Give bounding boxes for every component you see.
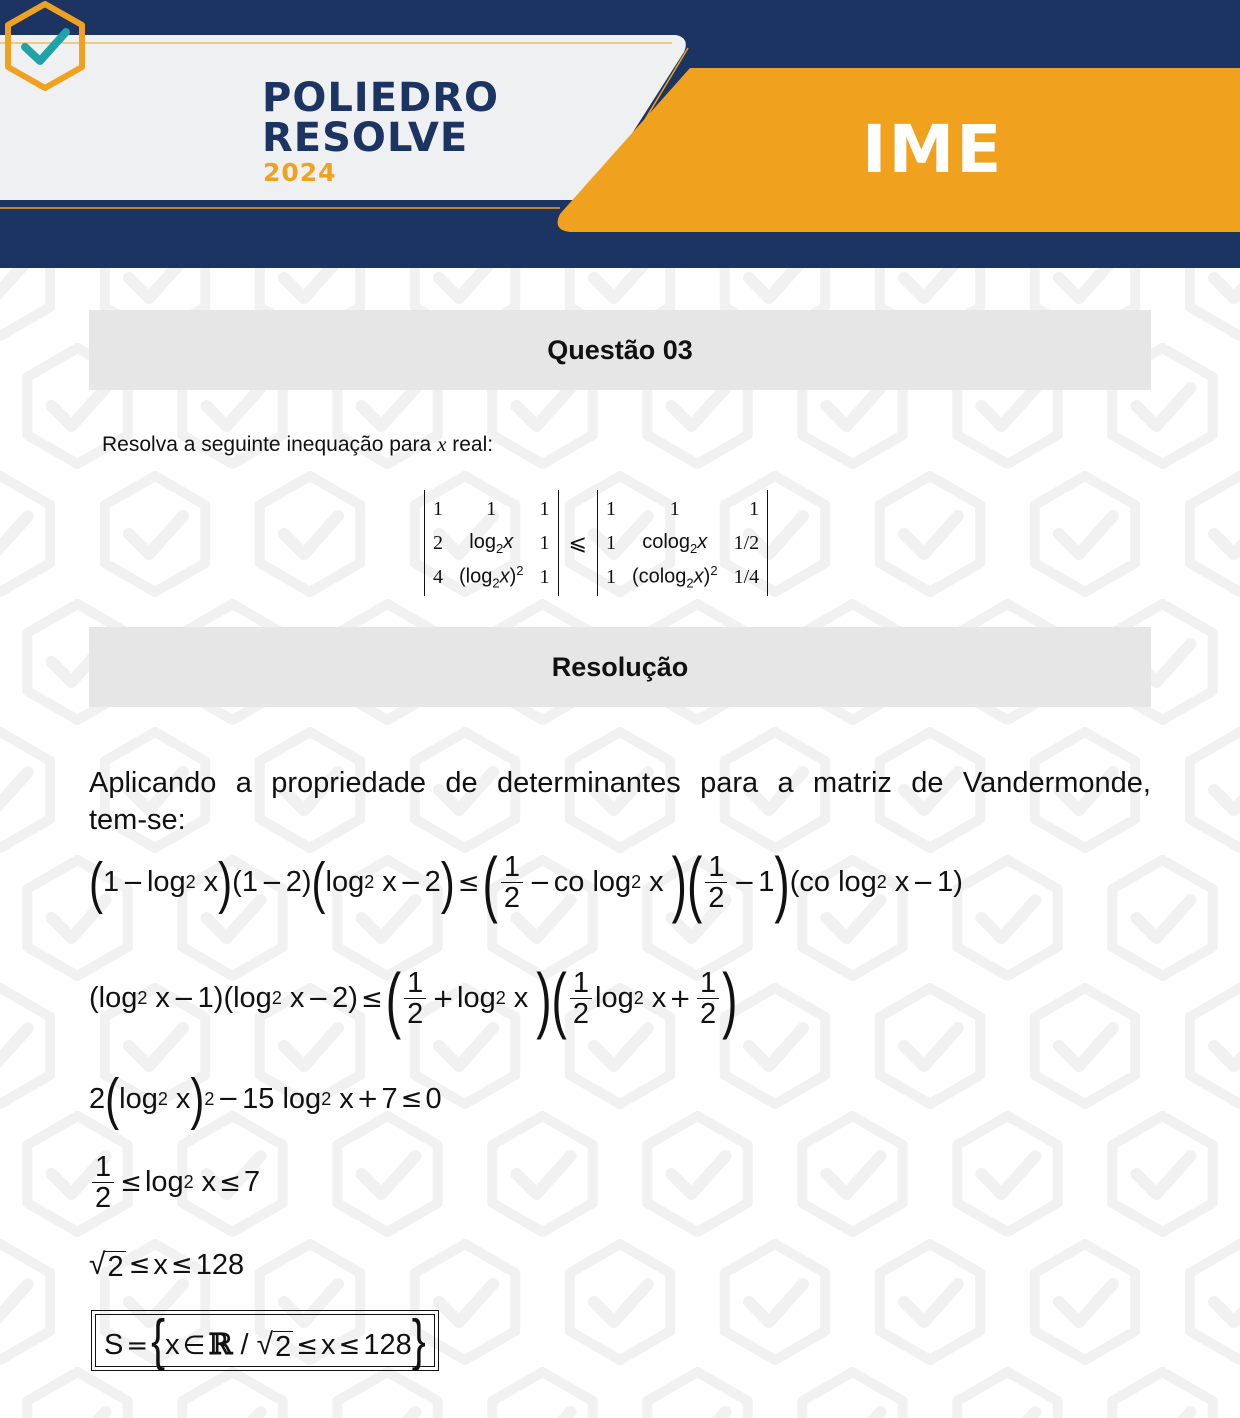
brand-name-line2: RESOLVE — [262, 115, 469, 161]
pattern-checkmark-icon — [1112, 860, 1212, 976]
det-cell: $(colog_2x)^2$ — [631, 563, 718, 591]
pattern-checkmark-icon — [1190, 268, 1240, 336]
det-cell: 1/4 — [733, 565, 760, 588]
det-cell: $\log_2x$ — [469, 530, 514, 556]
pattern-checkmark-icon — [1190, 476, 1240, 592]
resolution-intro-line2: tem-se: — [89, 804, 186, 836]
pattern-checkmark-icon — [880, 988, 980, 1104]
pattern-checkmark-icon — [492, 1372, 592, 1418]
det-cell: 1 — [669, 497, 680, 520]
pattern-checkmark-icon — [1190, 732, 1240, 848]
det-cell: 1 — [605, 565, 616, 588]
det-cell: 1 — [486, 497, 497, 520]
pattern-checkmark-icon — [0, 732, 50, 848]
resolution-title: Resolução — [551, 651, 689, 682]
pattern-checkmark-icon — [0, 988, 50, 1104]
pattern-checkmark-icon — [260, 476, 360, 592]
prompt-end: real: — [452, 433, 494, 456]
det-cell: 1 — [749, 497, 760, 520]
exam-name: IME — [862, 111, 1004, 188]
pattern-checkmark-icon — [725, 1244, 825, 1360]
question-title-bar — [89, 310, 1151, 390]
resolution-step-2: (log 2 x − 1)(log 2 x − 2) ≤ ( $\frac{1}{2}$ + log 2 x ) ( $\frac{1}{2}$ log 2 x + $\frac{1}{2}$ ) — [89, 957, 738, 1041]
pattern-checkmark-icon — [1190, 988, 1240, 1104]
pattern-checkmark-icon — [1035, 1244, 1135, 1360]
pattern-checkmark-icon — [647, 1116, 747, 1232]
right-determinant — [597, 490, 768, 596]
question-title: Questão 03 — [547, 334, 693, 365]
pattern-checkmark-icon — [27, 1372, 127, 1418]
resolution-step-5: √ 2 ≤ x ≤ 128 — [89, 1248, 245, 1283]
det-cell: 1 — [539, 565, 550, 588]
checkmark-hexagon-icon — [0, 0, 90, 92]
det-cell: 4 — [433, 565, 443, 588]
brand-year: 2024 — [263, 158, 337, 187]
pattern-checkmark-icon — [725, 988, 825, 1104]
determinant-inequality — [424, 490, 768, 596]
brand-name-line1: POLIEDRO — [262, 75, 500, 121]
pattern-checkmark-icon — [957, 1372, 1057, 1418]
left-determinant — [424, 490, 559, 596]
det-cell: $(\log_2x)^2$ — [459, 563, 524, 591]
pattern-checkmark-icon — [957, 1116, 1057, 1232]
question-prompt — [102, 432, 493, 457]
prompt-text: Resolva a seguinte inequação para — [102, 433, 432, 456]
prompt-variable: x — [437, 432, 447, 456]
pattern-checkmark-icon — [182, 1372, 282, 1418]
det-cell: 1 — [539, 531, 550, 554]
pattern-checkmark-icon — [0, 1244, 50, 1360]
det-cell: 1 — [539, 497, 550, 520]
resolution-step-4: $\frac{1}{2}$ ≤ log 2 x ≤ 7 — [89, 1152, 260, 1214]
pattern-checkmark-icon — [880, 476, 980, 592]
pattern-checkmark-icon — [802, 1372, 902, 1418]
final-answer-box: S ={x ∈ ℝ / √ 2 ≤ x ≤ 128} — [95, 1314, 435, 1367]
pattern-checkmark-icon — [802, 1116, 902, 1232]
det-cell: 1 — [605, 531, 616, 554]
relation-symbol: ⩽ — [568, 530, 587, 555]
pattern-checkmark-icon — [957, 860, 1057, 976]
resolution-intro-line1: Aplicando a propriedade de determinantes para a matriz de Vandermonde, — [89, 767, 1151, 799]
det-cell: colog$_2$x — [642, 530, 708, 556]
pattern-checkmark-icon — [1035, 476, 1135, 592]
det-cell: 1 — [605, 497, 616, 520]
det-cell: 1 — [433, 497, 443, 520]
pattern-checkmark-icon — [1190, 1244, 1240, 1360]
pattern-checkmark-icon — [492, 1116, 592, 1232]
pattern-checkmark-icon — [880, 1244, 980, 1360]
pattern-checkmark-icon — [647, 1372, 747, 1418]
header-banner — [0, 0, 1240, 268]
det-cell: 2 — [433, 531, 443, 554]
pattern-checkmark-icon — [0, 476, 50, 592]
det-cell: 1/2 — [733, 531, 760, 554]
resolution-step-1: ( 1 − log 2 x ) (1 − 2) ( log 2 x − 2 ) ≤ ( $\frac{1}{2}$ − co log 2 x ) ( $\frac{1}{2}$ − 1 ) (co log 2 x − 1) — [89, 841, 963, 925]
pattern-checkmark-icon — [1035, 988, 1135, 1104]
pattern-checkmark-icon — [1112, 1116, 1212, 1232]
pattern-checkmark-icon — [570, 1244, 670, 1360]
pattern-checkmark-icon — [337, 1372, 437, 1418]
pattern-checkmark-icon — [0, 268, 50, 336]
resolution-step-3: 2 ( log 2 x ) 2 − 15 log 2 x + 7 ≤ 0 — [89, 1066, 442, 1131]
pattern-checkmark-icon — [1112, 1372, 1212, 1418]
resolution-title-bar — [89, 627, 1151, 707]
pattern-checkmark-icon — [105, 476, 205, 592]
pattern-checkmark-icon — [337, 1116, 437, 1232]
